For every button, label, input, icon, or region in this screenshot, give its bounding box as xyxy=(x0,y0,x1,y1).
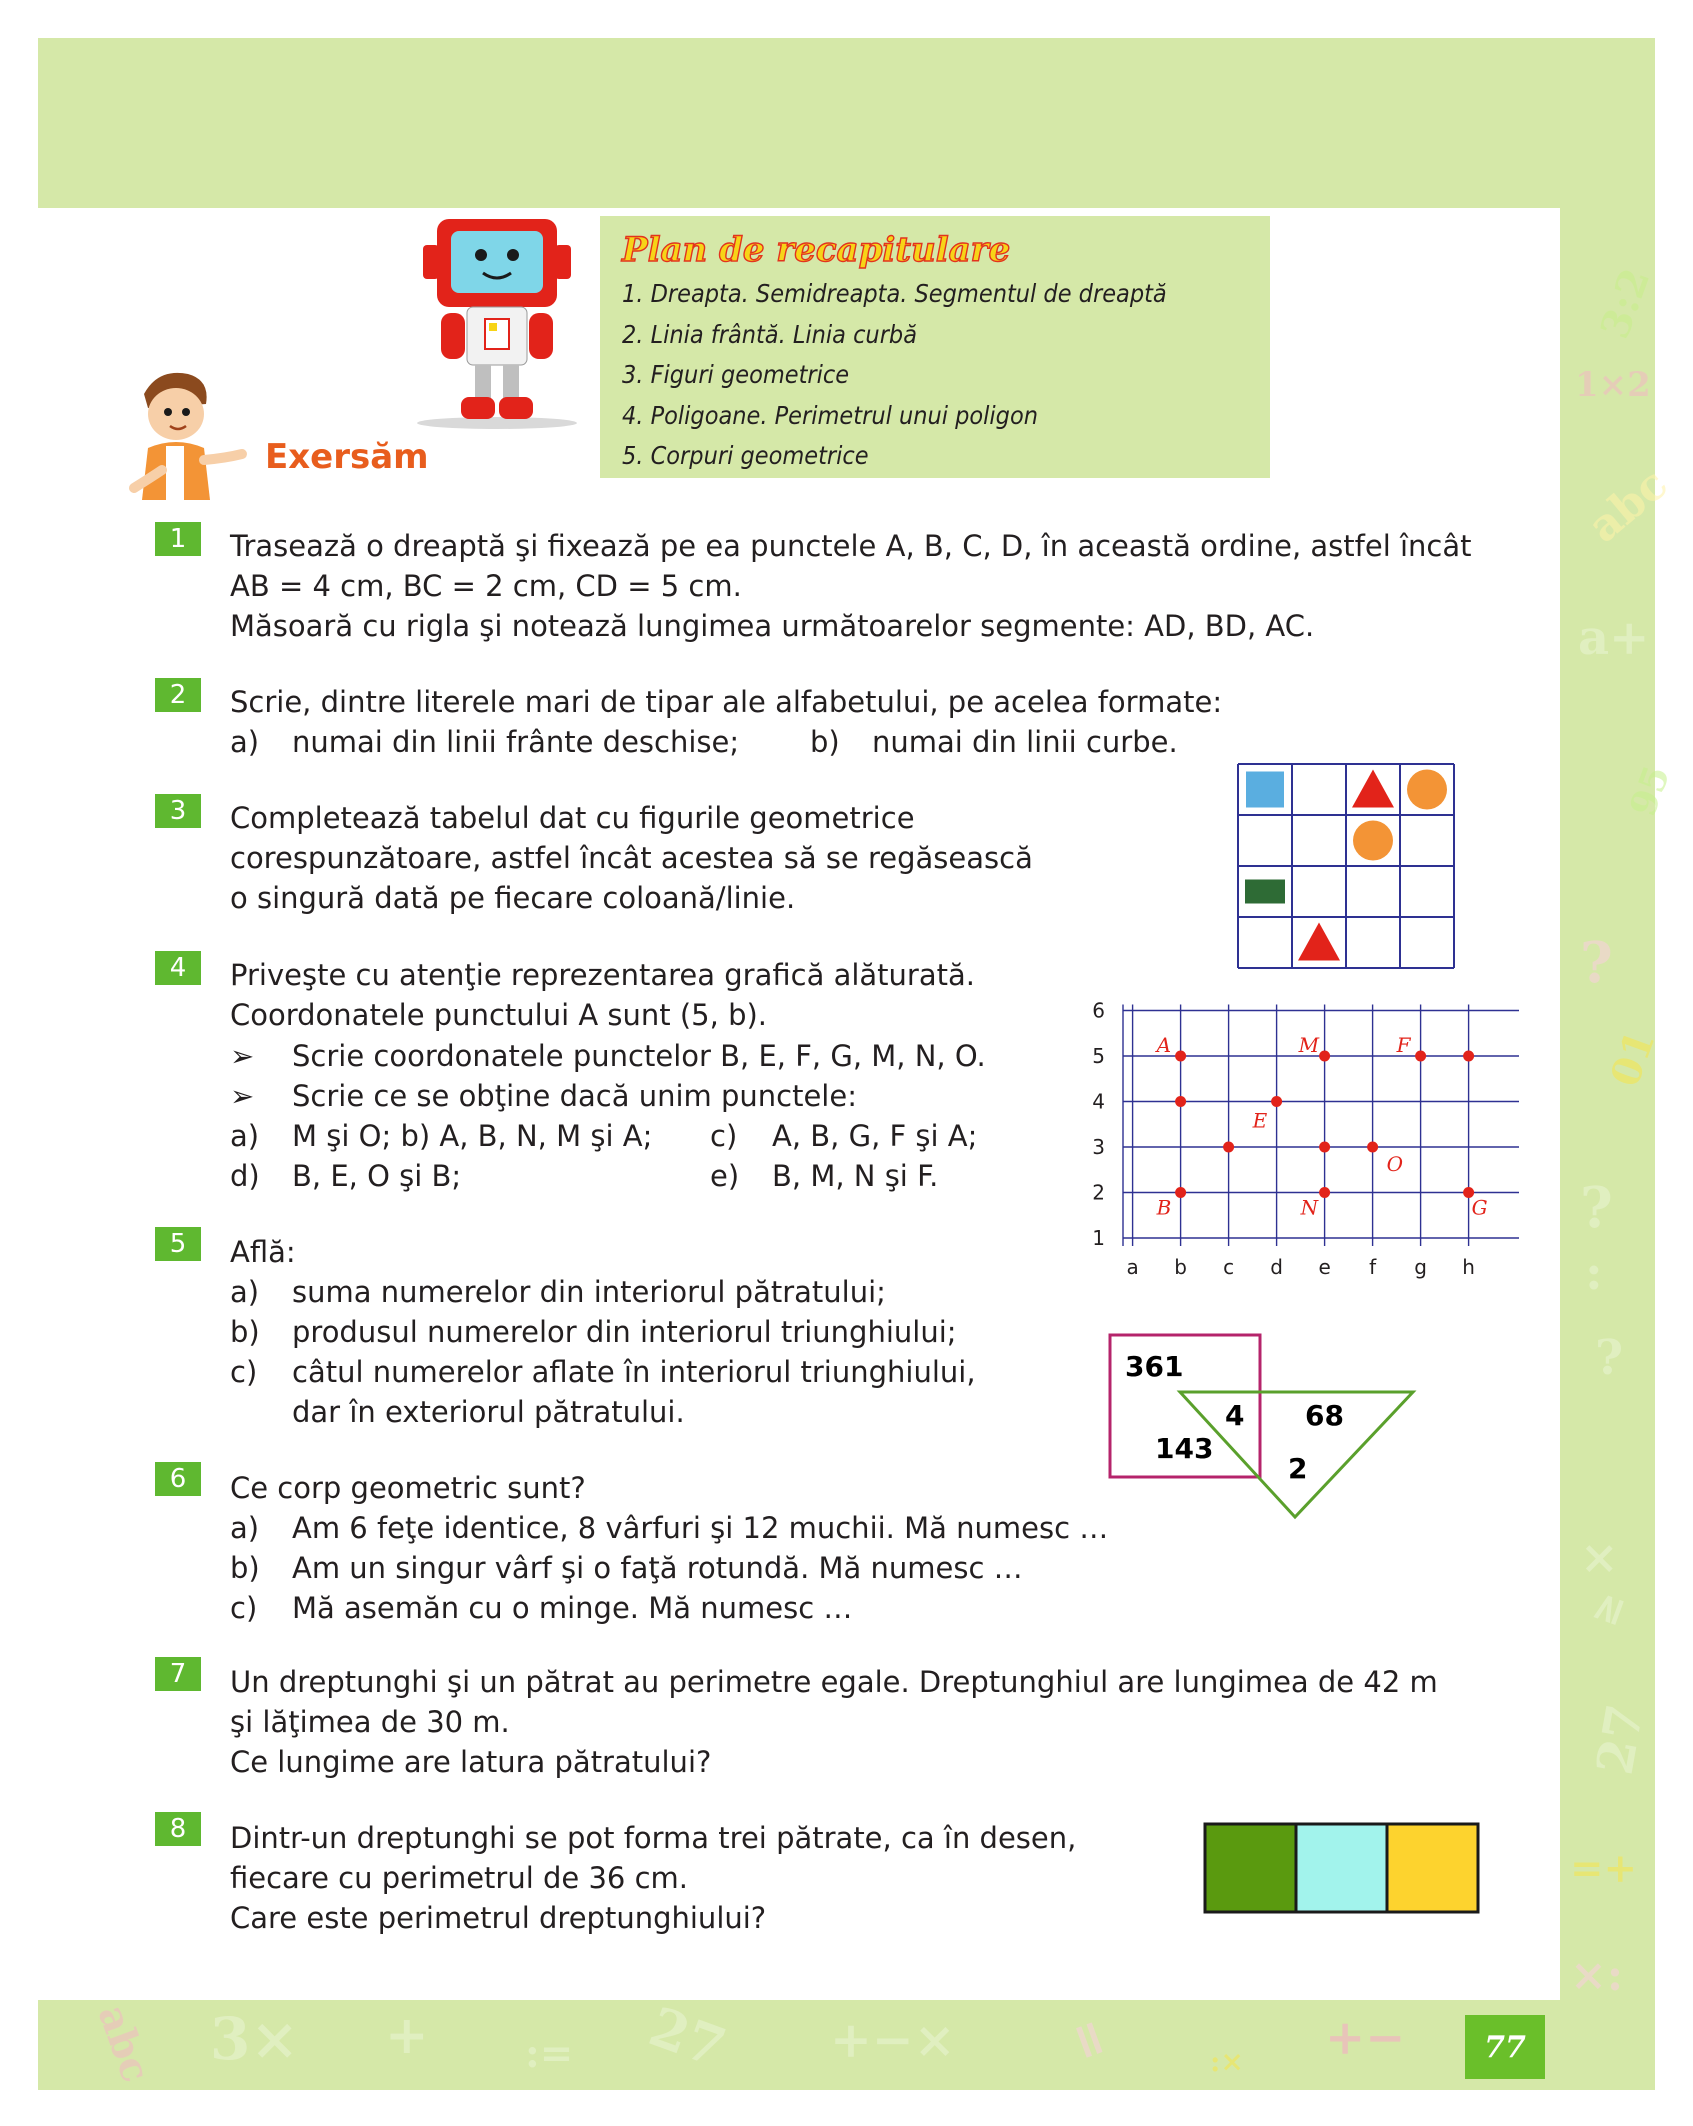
margin-decor: ? xyxy=(1595,1330,1624,1386)
margin-decor: 1×2 xyxy=(1575,365,1651,405)
robot-illustration xyxy=(415,215,580,430)
margin-decor: 95 xyxy=(1621,760,1679,822)
x-tick-label: d xyxy=(1270,1255,1283,1279)
exercise-number-badge: 2 xyxy=(155,678,201,712)
exercise-5-option: câtul numerelor aflate în interiorul triunghiului, xyxy=(292,1355,976,1389)
circle-shape-icon xyxy=(1407,770,1447,810)
square-triangle-diagram xyxy=(1105,1330,1420,1525)
exercise-1-text: Măsoară cu rigla şi notează lungimea următoarelor segmente: AD, BD, AC. xyxy=(230,609,1315,643)
point-label: B xyxy=(1156,1195,1172,1220)
exercise-number-badge: 1 xyxy=(155,522,201,556)
point-label: O xyxy=(1386,1152,1404,1176)
margin-decor: +−× xyxy=(830,2010,956,2069)
x-tick-label: g xyxy=(1414,1255,1427,1279)
exercise-8-text: Dintr-un dreptunghi se pot forma trei pătrate, ca în desen, xyxy=(230,1821,1077,1855)
y-tick-label: 2 xyxy=(1092,1180,1105,1205)
y-tick-label: 1 xyxy=(1092,1226,1105,1250)
option-label: a) xyxy=(230,1275,260,1309)
x-tick-label: e xyxy=(1318,1255,1331,1279)
margin-decor: abc xyxy=(88,1998,160,2089)
data-point xyxy=(1463,1051,1474,1062)
boy-illustration xyxy=(130,368,260,508)
point-label: E xyxy=(1252,1108,1268,1133)
venn-number: 68 xyxy=(1305,1399,1344,1432)
arrow-bullet-icon: ➢ xyxy=(230,1039,255,1073)
margin-decor: + xyxy=(385,2005,429,2066)
x-tick-label: b xyxy=(1174,1255,1187,1279)
venn-number: 361 xyxy=(1125,1350,1184,1383)
point-label: A xyxy=(1156,1033,1172,1057)
exercise-3-text: Completează tabelul dat cu figurile geometrice xyxy=(230,801,915,835)
option-label: e) xyxy=(710,1159,740,1193)
exercise-6-option: Am un singur vârf şi o faţă rotundă. Mă numesc … xyxy=(292,1551,1023,1585)
data-point xyxy=(1367,1142,1378,1153)
square-piece xyxy=(1387,1824,1478,1912)
exercise-4-option: B, M, N şi F. xyxy=(772,1159,939,1193)
exercise-7-text: Un dreptunghi şi un pătrat au perimetre egale. Dreptunghiul are lungimea de 42 m xyxy=(230,1665,1438,1699)
margin-decor: 3× xyxy=(210,2005,299,2073)
coordinate-grid-chart xyxy=(1075,990,1488,1280)
margin-decor: = xyxy=(1056,2009,1126,2070)
margin-decor: abc xyxy=(1578,458,1678,553)
review-plan-item: 5. Corpuri geometrice xyxy=(622,441,869,470)
exercise-6-option: Am 6 feţe identice, 8 vârfuri şi 12 muchii. Mă numesc … xyxy=(292,1511,1109,1545)
triangle-shape-icon xyxy=(1352,770,1394,808)
margin-decor: :× xyxy=(1210,2045,1244,2078)
rectangle-shape-icon xyxy=(1245,880,1285,904)
option-label: c) xyxy=(710,1119,738,1153)
exercise-1-text: AB = 4 cm, BC = 2 cm, CD = 5 cm. xyxy=(230,569,742,603)
review-plan-item: 2. Linia frântă. Linia curbă xyxy=(622,319,917,349)
exercise-number-badge: 4 xyxy=(155,951,201,985)
y-tick-label: 6 xyxy=(1092,998,1105,1023)
three-squares-rectangle xyxy=(1203,1822,1483,1914)
exercise-5-option: produsul numerelor din interiorul triunghiului; xyxy=(292,1315,957,1349)
shapes-table xyxy=(1236,762,1456,970)
review-plan-item: 4. Poligoane. Perimetrul unui poligon xyxy=(622,400,1038,430)
x-tick-label: h xyxy=(1462,1255,1475,1279)
point-label: F xyxy=(1396,1033,1411,1057)
exercise-4-text: Scrie ce se obţine dacă unim punctele: xyxy=(292,1079,857,1113)
point-label: G xyxy=(1471,1195,1488,1220)
header-band xyxy=(38,38,1655,208)
exercise-7-text: şi lăţimea de 30 m. xyxy=(230,1705,510,1739)
exercise-6-text: Ce corp geometric sunt? xyxy=(230,1471,586,1505)
venn-number: 4 xyxy=(1225,1399,1245,1432)
y-tick-label: 4 xyxy=(1092,1089,1105,1114)
exercise-4-option: B, E, O şi B; xyxy=(292,1159,462,1193)
exercise-number-badge: 7 xyxy=(155,1657,201,1691)
margin-decor: 27 xyxy=(641,1994,734,2080)
exercise-number-badge: 3 xyxy=(155,794,201,828)
exercise-8-text: Care este perimetrul dreptunghiului? xyxy=(230,1901,767,1935)
margin-decor: 01 xyxy=(1601,1024,1665,1093)
data-point xyxy=(1223,1142,1234,1153)
venn-number: 2 xyxy=(1288,1452,1308,1485)
x-tick-label: f xyxy=(1369,1255,1377,1279)
option-label: a) xyxy=(230,1511,260,1545)
arrow-bullet-icon: ➢ xyxy=(230,1079,255,1113)
margin-decor: =+ xyxy=(1570,1845,1638,1892)
data-point xyxy=(1319,1187,1330,1198)
data-point xyxy=(1175,1051,1186,1062)
x-tick-label: a xyxy=(1126,1255,1139,1279)
margin-decor: ? xyxy=(1580,930,1613,996)
review-plan-item: 3. Figuri geometrice xyxy=(622,360,850,389)
data-point xyxy=(1319,1051,1330,1062)
point-label: M xyxy=(1298,1033,1320,1057)
margin-decor: ? xyxy=(1580,1175,1613,1241)
square-shape-icon xyxy=(1246,772,1284,808)
y-tick-label: 3 xyxy=(1092,1135,1105,1159)
exercise-3-text: corespunzătoare, astfel încât acestea să se regăsească xyxy=(230,841,1033,875)
exercise-5-option: suma numerelor din interiorul pătratului; xyxy=(292,1275,886,1309)
point-label: N xyxy=(1300,1195,1319,1220)
option-label: c) xyxy=(230,1355,258,1389)
exercise-6-option: Mă asemăn cu o minge. Mă numesc … xyxy=(292,1591,853,1625)
data-point xyxy=(1175,1187,1186,1198)
margin-decor: 27 xyxy=(1584,1700,1655,1779)
exercise-3-text: o singură dată pe fiecare coloană/linie. xyxy=(230,881,796,915)
data-point xyxy=(1319,1142,1330,1153)
exercise-5-text: Află: xyxy=(230,1235,296,1269)
triangle-shape-icon xyxy=(1298,923,1340,961)
option-label: a) xyxy=(230,1119,260,1153)
option-label: b) xyxy=(230,1551,260,1585)
page-number: 77 xyxy=(1465,2015,1545,2079)
exercise-7-text: Ce lungime are latura pătratului? xyxy=(230,1745,712,1779)
exercise-number-badge: 5 xyxy=(155,1227,201,1261)
exercise-8-text: fiecare cu perimetrul de 36 cm. xyxy=(230,1861,688,1895)
x-tick-label: c xyxy=(1223,1255,1235,1279)
data-point xyxy=(1415,1051,1426,1062)
exercise-1-text: Trasează o dreaptă şi fixează pe ea punctele A, B, C, D, în această ordine, astfel încât xyxy=(230,529,1472,563)
option-label: c) xyxy=(230,1591,258,1625)
exercise-2-option: numai din linii frânte deschise; xyxy=(292,725,740,759)
exercise-4-text: Priveşte cu atenţie reprezentarea grafică alăturată. xyxy=(230,958,975,992)
venn-number: 143 xyxy=(1155,1432,1214,1465)
option-label: b) xyxy=(230,1315,260,1349)
margin-decor: := xyxy=(525,2030,574,2077)
y-tick-label: 5 xyxy=(1092,1044,1105,1068)
exercise-2-text: Scrie, dintre literele mari de tipar ale alfabetului, pe acelea formate: xyxy=(230,685,1223,719)
margin-decor: 3:2 xyxy=(1591,262,1660,345)
exercise-2-option: numai din linii curbe. xyxy=(872,725,1178,759)
margin-decor: ×: xyxy=(1570,1950,1624,2001)
margin-decor: +− xyxy=(1325,2010,1406,2066)
exercise-4-option: M şi O; b) A, B, N, M şi A; xyxy=(292,1119,653,1153)
option-label: a) xyxy=(230,725,260,759)
review-plan-box xyxy=(600,216,1270,478)
circle-shape-icon xyxy=(1353,821,1393,861)
margin-decor: a+ xyxy=(1578,610,1650,666)
exercise-5-option: dar în exteriorul pătratului. xyxy=(292,1395,685,1429)
square-piece xyxy=(1205,1824,1296,1912)
exercise-number-badge: 6 xyxy=(155,1462,201,1496)
exercise-number-badge: 8 xyxy=(155,1812,201,1846)
option-label: b) xyxy=(810,725,840,759)
review-plan-item: 1. Dreapta. Semidreapta. Segmentul de dreaptă xyxy=(622,279,1167,308)
exercise-4-option: A, B, G, F şi A; xyxy=(772,1119,978,1153)
margin-decor: : xyxy=(1585,1245,1603,1301)
review-plan-title: Plan de recapitulare xyxy=(622,230,1011,270)
margin-decor: ≥ xyxy=(1578,1584,1635,1633)
exercise-4-text: Scrie coordonatele punctelor B, E, F, G, M, N, O. xyxy=(292,1039,986,1073)
margin-decor: × xyxy=(1580,1530,1619,1584)
exercise-4-text: Coordonatele punctului A sunt (5, b). xyxy=(230,998,768,1032)
data-point xyxy=(1271,1096,1282,1107)
data-point xyxy=(1175,1096,1186,1107)
section-title: Exersăm xyxy=(265,437,429,477)
option-label: d) xyxy=(230,1159,260,1193)
square-piece xyxy=(1296,1824,1387,1912)
